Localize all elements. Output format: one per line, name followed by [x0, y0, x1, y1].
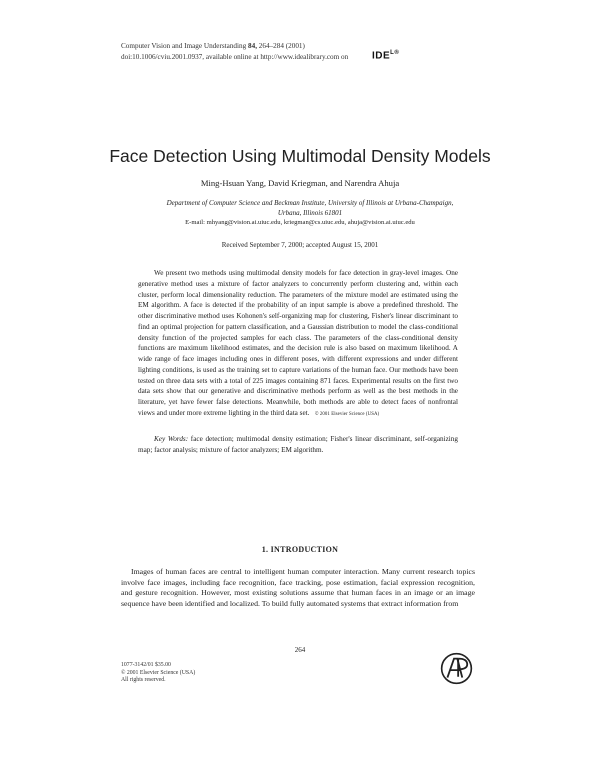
section-heading-introduction: 1. INTRODUCTION	[261, 545, 339, 554]
author-emails: E-mail: mhyang@vision.ai.uiuc.edu, kriegman@cs.uiuc.edu, ahuja@vision.ai.uiuc.edu	[185, 219, 415, 226]
intro-paragraph: Images of human faces are central to intelligent human computer interaction. Many current research topics involve face images, including face recognition, face tracking, pose estimation, facial expression recognition, and gesture recognition. However, most existing solutions assume that human faces in an image or an image sequence have been identified and localized. To build fully automated systems that extract information from	[121, 567, 475, 608]
journal-citation: Computer Vision and Image Understanding 84, 264–284 (2001)	[121, 42, 305, 50]
abstract-copyright: © 2001 Elsevier Science (USA)	[314, 411, 380, 417]
copyright-footer: 1077-3142/01 $35.00 © 2001 Elsevier Science (USA) All rights reserved.	[121, 662, 196, 684]
ideal-logo: $IDE^{L®}$	[372, 50, 400, 62]
page-number: 264	[294, 646, 306, 654]
keywords: Key Words: face detection; multimodal density estimation; Fisher's linear discriminant, self-organizing map; factor analysis; mixture of factor analyzers; EM algorithm.	[138, 435, 458, 454]
academic-press-logo	[440, 652, 473, 685]
paper-authors: Ming-Hsuan Yang, David Kriegman, and Narendra Ahuja	[200, 178, 400, 188]
abstract: We present two methods using multimodal density models for face detection in gray-level images. One generative method uses a mixture of factor analyzers to concurrently perform clustering and, within each cluster, perform local dimensionality reduction. The parameters of the mixture model are estimated using the EM algorithm. A face is detected if the probability of an input sample is above a predefined threshold. The other discriminative method uses Kohonen's self-organizing map for clustering, Fisher's linear discriminant to find an optimal projection for pattern classification, and a Gaussian distribution to model the class-conditional density function of the projected samples for each class. The parameters of the class-conditional density functions are maximum likelihood estimates, and the decision rule is also based on maximum likelihood. A wide range of face images including ones in different poses, with different expressions and under different lighting conditions, is used as the training set to capture variations of the human face. Our methods have been tested on three data sets with a total of 225 images containing 871 faces. Experimental results on the first two data sets show that our generative and discriminative methods perform as well as the best methods in the literature, yet have fewer false detections. Meanwhile, both methods are able to detect faces of nonfrontal views and under more extreme lighting in the third data set. © 2001 Elsevier Science (USA)	[138, 269, 458, 417]
journal-doi: doi:10.1006/cviu.2001.0937, available online at http://www.idealibrary.com on	[121, 52, 349, 61]
author-affiliation: Department of Computer Science and Beckman Institute, University of Illinois at Urbana-Champaign, Urbana, Illinois 61801	[166, 199, 454, 217]
received-dates: Received September 7, 2000; accepted August 15, 2001	[221, 241, 379, 249]
paper-title: Face Detection Using Multimodal Density Models	[109, 146, 491, 166]
journal-header	[121, 41, 348, 62]
